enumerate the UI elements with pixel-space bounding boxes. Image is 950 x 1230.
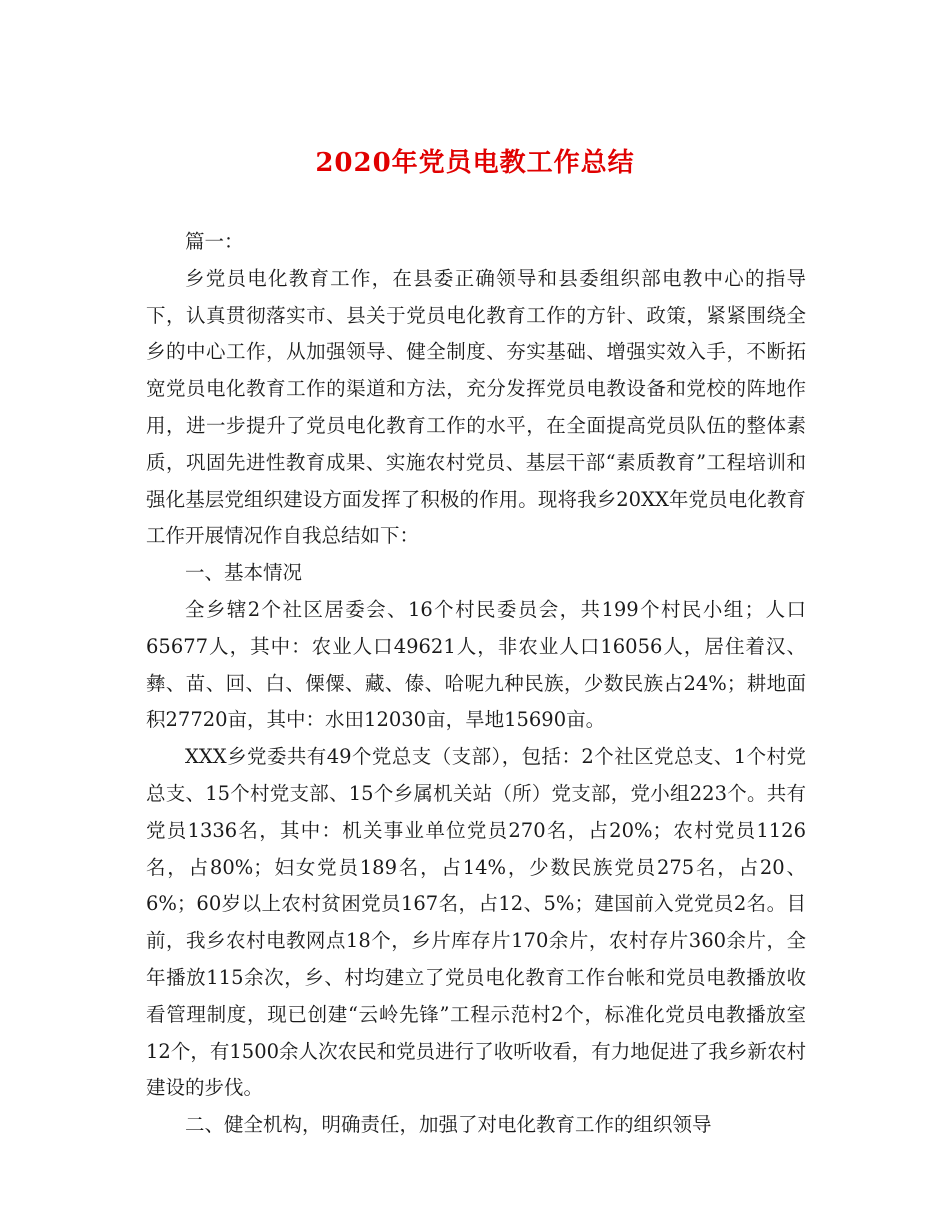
section-heading-basic-situation: 一、基本情况 [185, 561, 303, 585]
paragraph-party-organization: XXX乡党委共有49个党总支（支部），包括：2个社区党总支、1个村党总支、15个村党支部、15个乡属机关站（所）党支部，党小组223个。共有党员1336名，其中：机关事业单位党员270名，占20%；农村党员1126名，占80%；妇女党员189名，占14%，少数民族党员275名，占20、6%；60岁以上农村贫困党员167名，占12、5%；建国前入党党员2名。目前，我乡农村电教网点18个，乡片库存片170余片，农村存片360余片，全年播放115余次，乡、村均建立了党员电化教育工作台帐和党员电教播放收看管理制度，现已创建“云岭先锋”工程示范村2个，标准化党员电教播放室12个，有1500余人次农民和党员进行了收听收看，有力地促进了我乡新农村建设的步伐。 [146, 745, 806, 1100]
paragraph-population: 全乡辖2个社区居委会、16个村民委员会，共199个村民小组；人口65677人，其中：农业人口49621人，非农业人口16056人，居住着汉、彝、苗、回、白、傈僳、藏、傣、哈呢九种民族，少数民族占24%；耕地面积27720亩，其中：水田12030亩，旱地15690亩。 [146, 597, 806, 732]
document-body [146, 224, 806, 1144]
paragraph-heading-part-one: 篇一： [185, 230, 244, 253]
paragraph-introduction: 乡党员电化教育工作，在县委正确领导和县委组织部电教中心的指导下，认真贯彻落实市、县关于党员电化教育工作的方针、政策，紧紧围绕全乡的中心工作，从加强领导、健全制度、夯实基础、增强实效入手，不断拓宽党员电化教育工作的渠道和方法，充分发挥党员电教设备和党校的阵地作用，进一步提升了党员电化教育工作的水平，在全面提高党员队伍的整体素质，巩固先进性教育成果、实施农村党员、基层干部“素质教育”工程培训和强化基层党组织建设方面发挥了积极的作用。现将我乡20XX年党员电化教育工作开展情况作自我总结如下： [146, 266, 806, 548]
section-heading-organization: 二、健全机构，明确责任，加强了对电化教育工作的组织领导 [185, 1113, 712, 1137]
document-title: 2020年党员电教工作总结 [315, 148, 635, 178]
